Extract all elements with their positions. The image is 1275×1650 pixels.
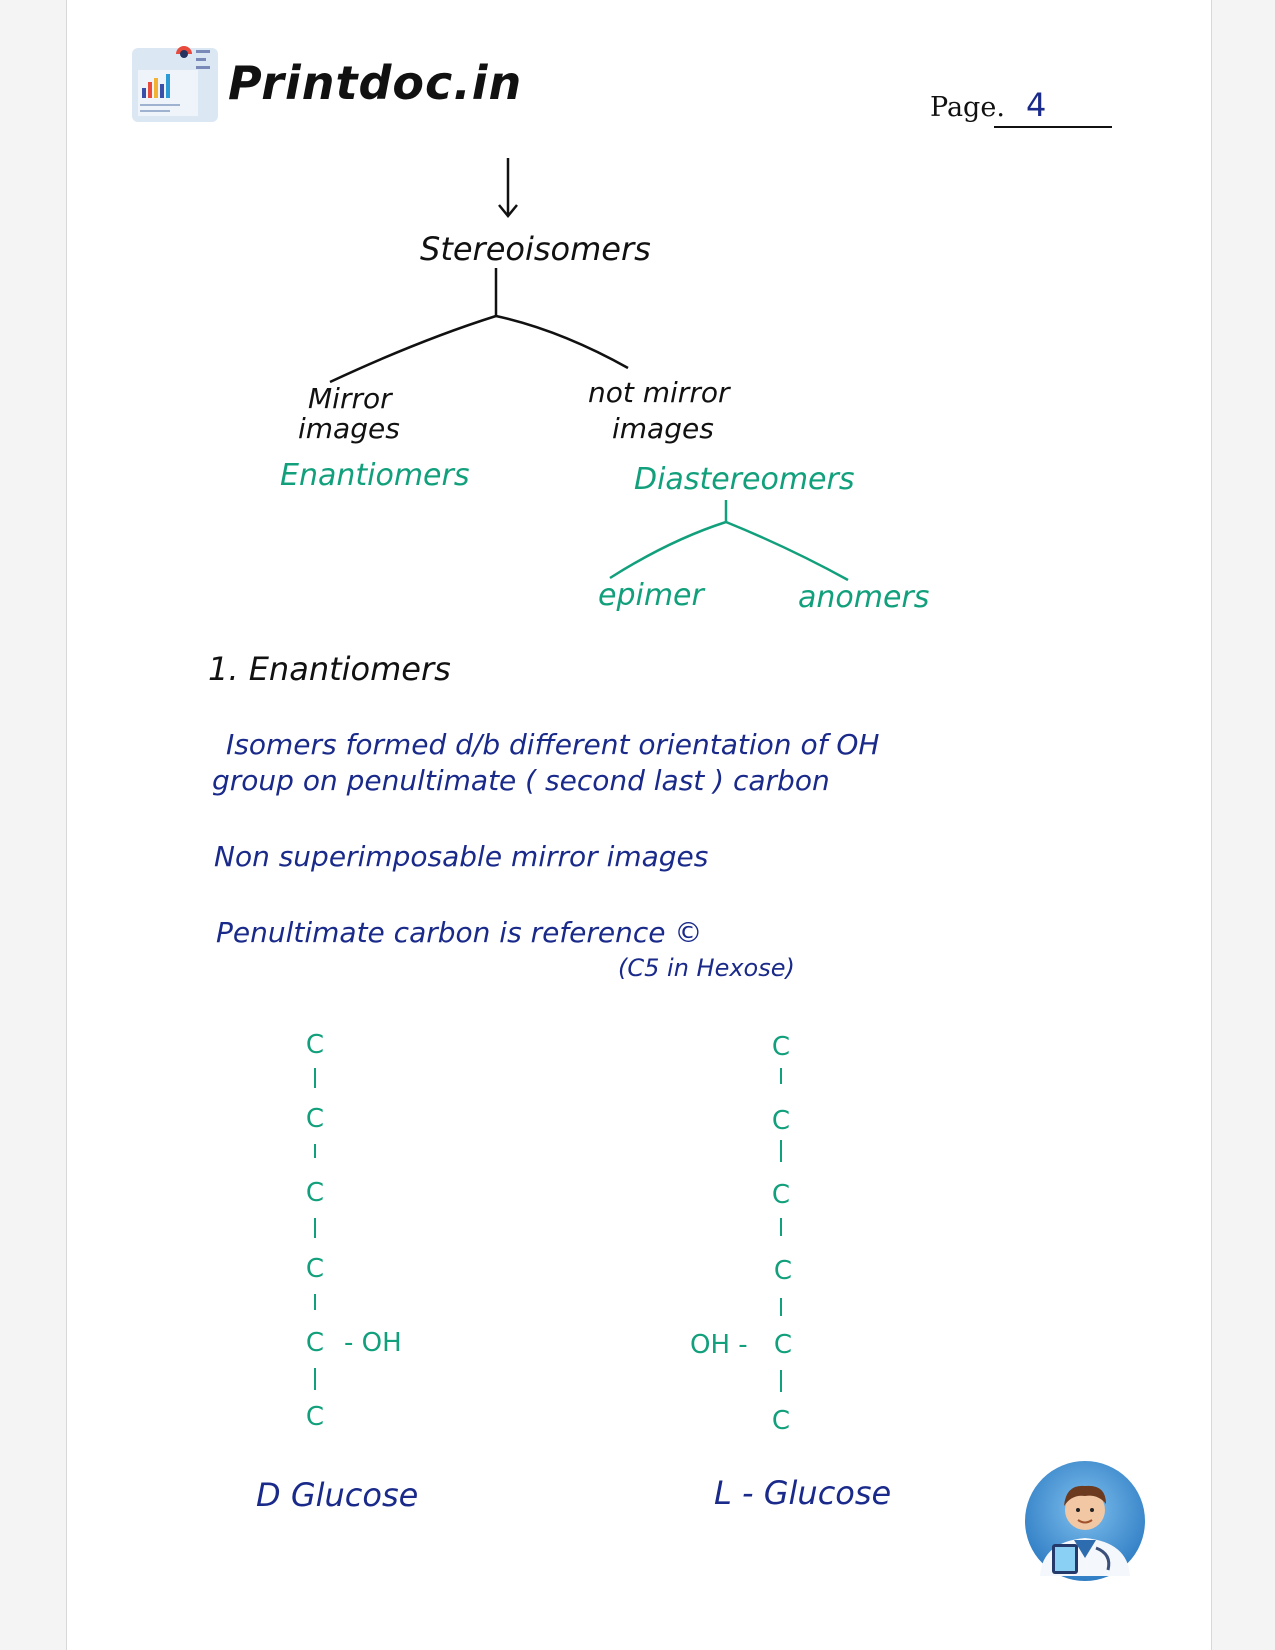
diastereomers-label: Diastereomers: [634, 462, 855, 497]
hydroxyl-right: - OH: [344, 1328, 402, 1358]
brand-name: Printdoc.in: [228, 56, 523, 110]
carbon-atom: C: [773, 1330, 793, 1360]
carbon-atom: C: [771, 1032, 791, 1062]
reference-carbon-line: Penultimate carbon is reference ©: [216, 916, 703, 949]
carbon-bond: [780, 1370, 782, 1392]
page-label: Page.: [930, 92, 1005, 123]
carbon-atom: C: [773, 1256, 793, 1286]
anomers-label: anomers: [798, 580, 930, 615]
reference-carbon-note: (C5 in Hexose): [618, 954, 795, 982]
section-heading: 1. Enantiomers: [208, 650, 451, 688]
carbon-atom: C: [305, 1178, 325, 1208]
carbon-atom: C: [771, 1106, 791, 1136]
epimer-label: epimer: [598, 578, 704, 613]
carbon-bond: [780, 1068, 782, 1084]
left-branch-line2: images: [298, 412, 400, 445]
carbon-atom: C: [305, 1328, 325, 1358]
hydroxyl-left: OH -: [690, 1330, 748, 1360]
carbon-bond: [780, 1140, 782, 1162]
doctor-with-tablet-icon: [1022, 1458, 1148, 1584]
tree-root-label: Stereoisomers: [420, 230, 651, 268]
definition-line1: Isomers formed d/b different orientation of OH: [226, 728, 880, 761]
carbon-atom: C: [305, 1030, 325, 1060]
definition-line2: group on penultimate ( second last ) carbon: [212, 764, 830, 797]
d-glucose-label: D Glucose: [256, 1476, 419, 1514]
carbon-bond: [314, 1068, 316, 1088]
page-number: 4: [1026, 86, 1047, 124]
carbon-atom: C: [305, 1104, 325, 1134]
left-branch-line1: Mirror: [308, 382, 392, 415]
carbon-atom: C: [305, 1402, 325, 1432]
carbon-bond: [314, 1368, 316, 1390]
enantiomers-label: Enantiomers: [280, 458, 470, 493]
right-branch-line1: not mirror: [588, 376, 730, 409]
carbon-bond: [780, 1218, 782, 1236]
carbon-bond: [314, 1218, 316, 1238]
carbon-atom: C: [305, 1254, 325, 1284]
carbon-bond: [314, 1144, 316, 1158]
mirror-images-line: Non superimposable mirror images: [214, 840, 709, 873]
l-glucose-label: L - Glucose: [714, 1474, 892, 1512]
carbon-bond: [780, 1298, 782, 1316]
carbon-bond: [314, 1294, 316, 1310]
carbon-atom: C: [771, 1180, 791, 1210]
carbon-atom: C: [771, 1406, 791, 1436]
right-branch-line2: images: [612, 412, 714, 445]
